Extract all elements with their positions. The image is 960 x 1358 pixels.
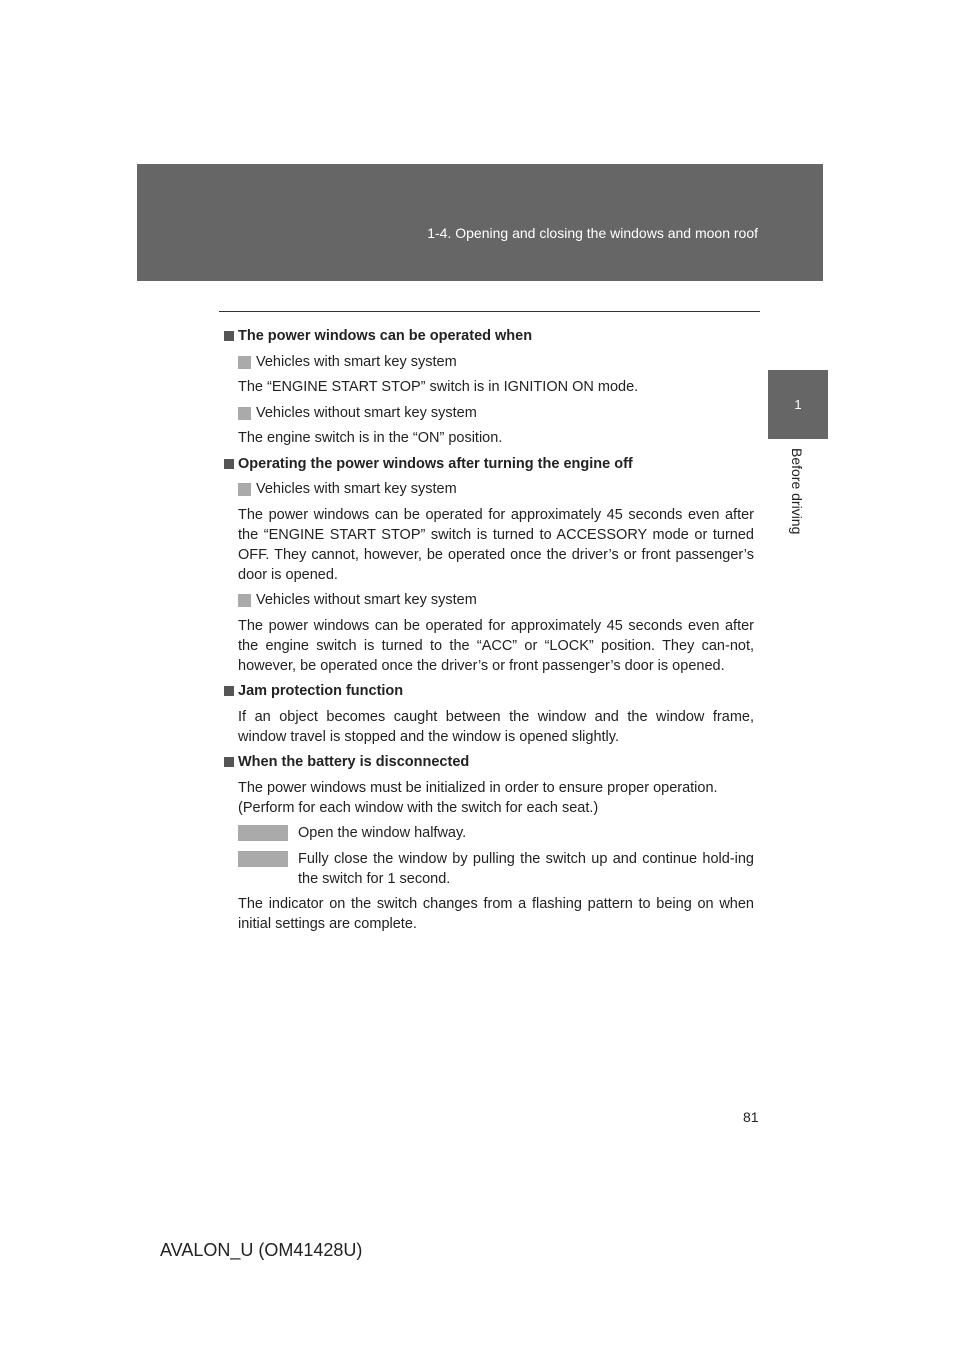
variant-square-icon	[238, 594, 251, 607]
section-header-band	[137, 164, 823, 281]
section-heading: When the battery is disconnected	[224, 752, 754, 772]
heading-bullet-icon	[224, 459, 234, 469]
chapter-tab	[768, 370, 828, 439]
paragraph: The indicator on the switch changes from a flashing pattern to being on when initial settings are complete.	[238, 896, 754, 932]
chapter-label: Before driving	[789, 448, 805, 535]
document-code: AVALON_U (OM41428U)	[160, 1240, 363, 1260]
paragraph: The “ENGINE START STOP” switch is in IGNITION ON mode.	[238, 379, 639, 395]
variant-label: Vehicles with smart key system	[238, 479, 754, 499]
top-rule	[219, 311, 760, 312]
step-box-icon	[238, 825, 288, 841]
page-content	[224, 326, 754, 934]
paragraph: The power windows can be operated for approximately 45 seconds even after the “ENGINE START STOP” switch is turned to ACCESSORY mode or turned OFF. They cannot, however, be operated once the driver’s or front passenger’s door is opened.	[238, 506, 754, 583]
section-title: 1-4. Opening and closing the windows and moon roof	[427, 225, 758, 241]
section-heading: The power windows can be operated when	[224, 326, 754, 346]
heading-bullet-icon	[224, 331, 234, 341]
variant-square-icon	[238, 407, 251, 420]
chapter-number: 1	[794, 397, 802, 412]
page-number: 81	[743, 1109, 759, 1125]
variant-label: Vehicles with smart key system	[238, 352, 754, 372]
heading-bullet-icon	[224, 757, 234, 767]
procedure-step: Fully close the window by pulling the switch up and continue hold-ing the switch for 1 second.	[238, 849, 754, 889]
variant-label: Vehicles without smart key system	[238, 403, 754, 423]
heading-bullet-icon	[224, 686, 234, 696]
paragraph: (Perform for each window with the switch for each seat.)	[238, 799, 599, 816]
step-box-icon	[238, 851, 288, 867]
section-heading: Jam protection function	[224, 681, 754, 701]
variant-label: Vehicles without smart key system	[238, 590, 754, 610]
paragraph: The power windows must be initialized in order to ensure proper operation.	[238, 779, 718, 796]
variant-square-icon	[238, 356, 251, 369]
paragraph: The engine switch is in the “ON” position.	[238, 430, 503, 446]
paragraph: The power windows can be operated for approximately 45 seconds even after the engine switch is turned to the “ACC” or “LOCK” position. They can-not, however, be operated once the driver’s or front passenger’s door is opened.	[238, 617, 754, 674]
section-heading: Operating the power windows after turning the engine off	[224, 454, 754, 474]
procedure-step: Open the window halfway.	[238, 823, 754, 843]
paragraph: If an object becomes caught between the window and the window frame, window travel is stopped and the window is opened slightly.	[238, 708, 754, 745]
variant-square-icon	[238, 483, 251, 496]
